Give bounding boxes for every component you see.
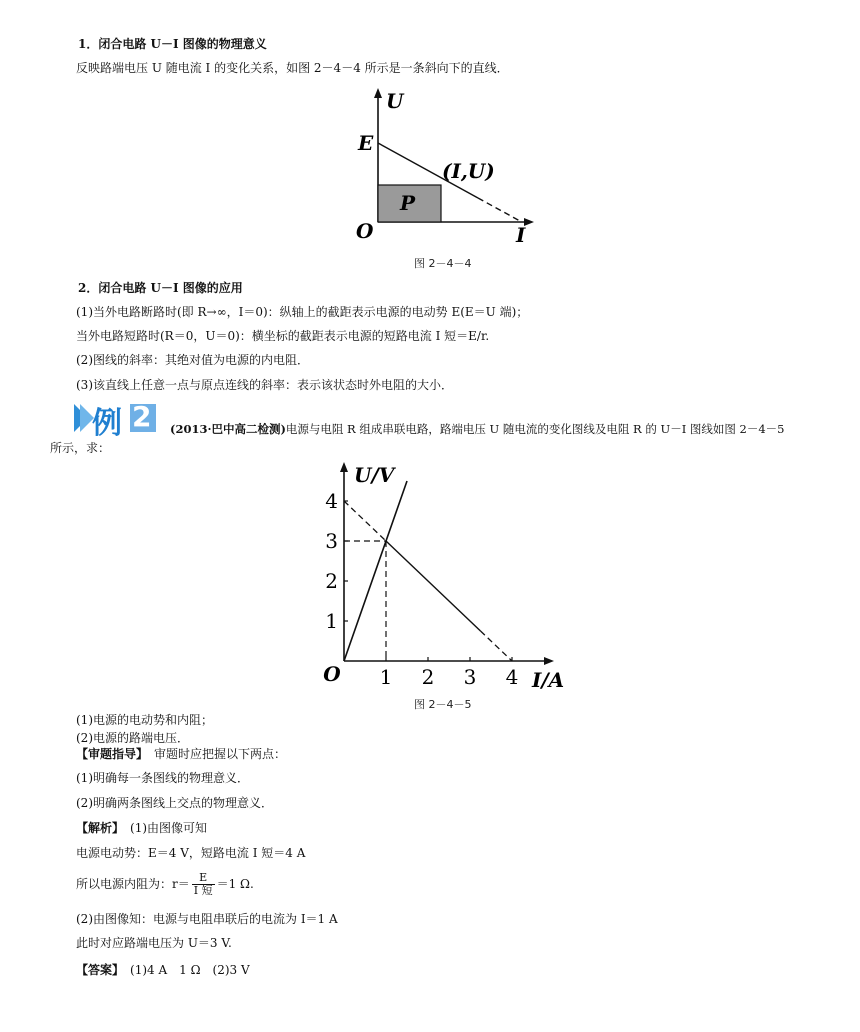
fig1-label-U: U	[386, 89, 404, 113]
section1-text: 反映路端电压 U 随电流 I 的变化关系，如图 2－4－4 所示是一条斜向下的直线．	[76, 61, 509, 75]
analysis-label: 【解析】	[76, 821, 119, 835]
fraction-numerator: E	[192, 872, 215, 885]
chart-x-tick-label: 3	[463, 665, 477, 689]
chart-y-arrow	[340, 462, 348, 472]
example-text2: 所示，求：	[50, 441, 111, 455]
analysis-text: (1)由图像可知	[130, 821, 208, 835]
example-badge	[74, 400, 158, 441]
answer-text: (1)4 A 1 Ω (2)3 V	[130, 963, 250, 977]
analysis-line2	[76, 870, 254, 898]
section2-line4: (3)该直线上任意一点与原点连线的斜率：表示该状态时外电阻的大小．	[76, 378, 454, 392]
chart-series-resistor	[344, 481, 407, 661]
analysis-line4: 此时对应路端电压为 U＝3 V.	[76, 936, 232, 950]
example-statement: 电源与电阻 R 组成串联电路，路端电压 U 随电流的变化图线及电阻 R 的 U－I 图线如图 2－4－5	[285, 422, 785, 436]
figure-2-4-5-chart	[318, 456, 578, 692]
fig1-label-IU: (I,U)	[442, 159, 495, 183]
chart-origin-label: O	[323, 662, 341, 686]
answer-line	[76, 962, 250, 978]
fig1-x-arrow	[524, 218, 534, 226]
answer-label: 【答案】	[76, 963, 119, 977]
section2-heading: 2．闭合电路 U－I 图像的应用	[78, 281, 243, 295]
chart-y-tick-label: 2	[325, 569, 338, 593]
analysis-line	[76, 820, 207, 836]
fig1-y-arrow	[374, 88, 382, 98]
chart-y-tick-label: 4	[325, 489, 338, 513]
guide-point-2: (2)明确两条图线上交点的物理意义．	[76, 796, 273, 810]
chart-series-source-dashed-left	[344, 501, 386, 541]
chart-y-tick-label: 3	[325, 529, 338, 553]
figure-2-4-4	[350, 86, 550, 250]
chart-series-source-solid	[386, 541, 481, 631]
chart-x-label: I/A	[532, 668, 565, 692]
guide-point-1: (1)明确每一条图线的物理意义．	[76, 771, 249, 785]
analysis-line2-suffix: ＝1 Ω.	[216, 877, 254, 891]
example-badge-word: 例	[92, 406, 122, 441]
figure1-caption: 图 2－4－4	[414, 257, 472, 270]
section2-line2: 当外电路短路时(R＝0，U＝0)：横坐标的截距表示电源的短路电流 I 短＝E/r.	[76, 329, 490, 343]
question-2: (2)电源的路端电压．	[76, 731, 189, 745]
example-badge-number: 2	[132, 400, 152, 433]
section2-line1: (1)当外电路断路时(即 R→∞，I＝0)：纵轴上的截距表示电源的电动势 E(E＝U 端)；	[76, 305, 529, 319]
guide-text: 审题时应把握以下两点：	[154, 747, 287, 761]
fraction-denominator: I 短	[193, 884, 213, 897]
chart-x-tick-label: 1	[379, 665, 393, 689]
analysis-fraction	[192, 872, 215, 897]
chart-x-arrow	[544, 657, 554, 665]
section1-heading: 1．闭合电路 U－I 图像的物理意义	[78, 37, 267, 51]
section2-line3: (2)图线的斜率：其绝对值为电源的内电阻．	[76, 353, 309, 367]
fig1-label-O: O	[356, 219, 374, 243]
fig1-line-dashed	[478, 198, 520, 221]
fig1-label-E: E	[358, 131, 374, 155]
chart-x-tick-label: 4	[505, 665, 519, 689]
analysis-line2-prefix: 所以电源内阻为：r＝	[76, 877, 190, 891]
example-text1	[170, 421, 785, 437]
chart-y-label: U/V	[354, 463, 395, 487]
analysis-line1: 电源电动势：E＝4 V，短路电流 I 短＝4 A	[76, 846, 306, 860]
chart-series-source-dashed-right	[481, 631, 513, 661]
analysis-line3: (2)由图像知：电源与电阻串联后的电流为 I＝1 A	[76, 912, 338, 926]
fig1-label-P: P	[400, 191, 416, 215]
chart-x-tick-label: 2	[421, 665, 435, 689]
figure2-caption: 图 2－4－5	[414, 698, 472, 711]
chart-y-tick-label: 1	[325, 609, 338, 633]
fig1-label-I: I	[516, 223, 526, 247]
guide-label: 【审题指导】	[76, 747, 143, 761]
guide-line	[76, 746, 286, 762]
question-1: (1)电源的电动势和内阻；	[76, 713, 213, 727]
example-source: (2013·巴中高二检测)	[170, 422, 286, 436]
